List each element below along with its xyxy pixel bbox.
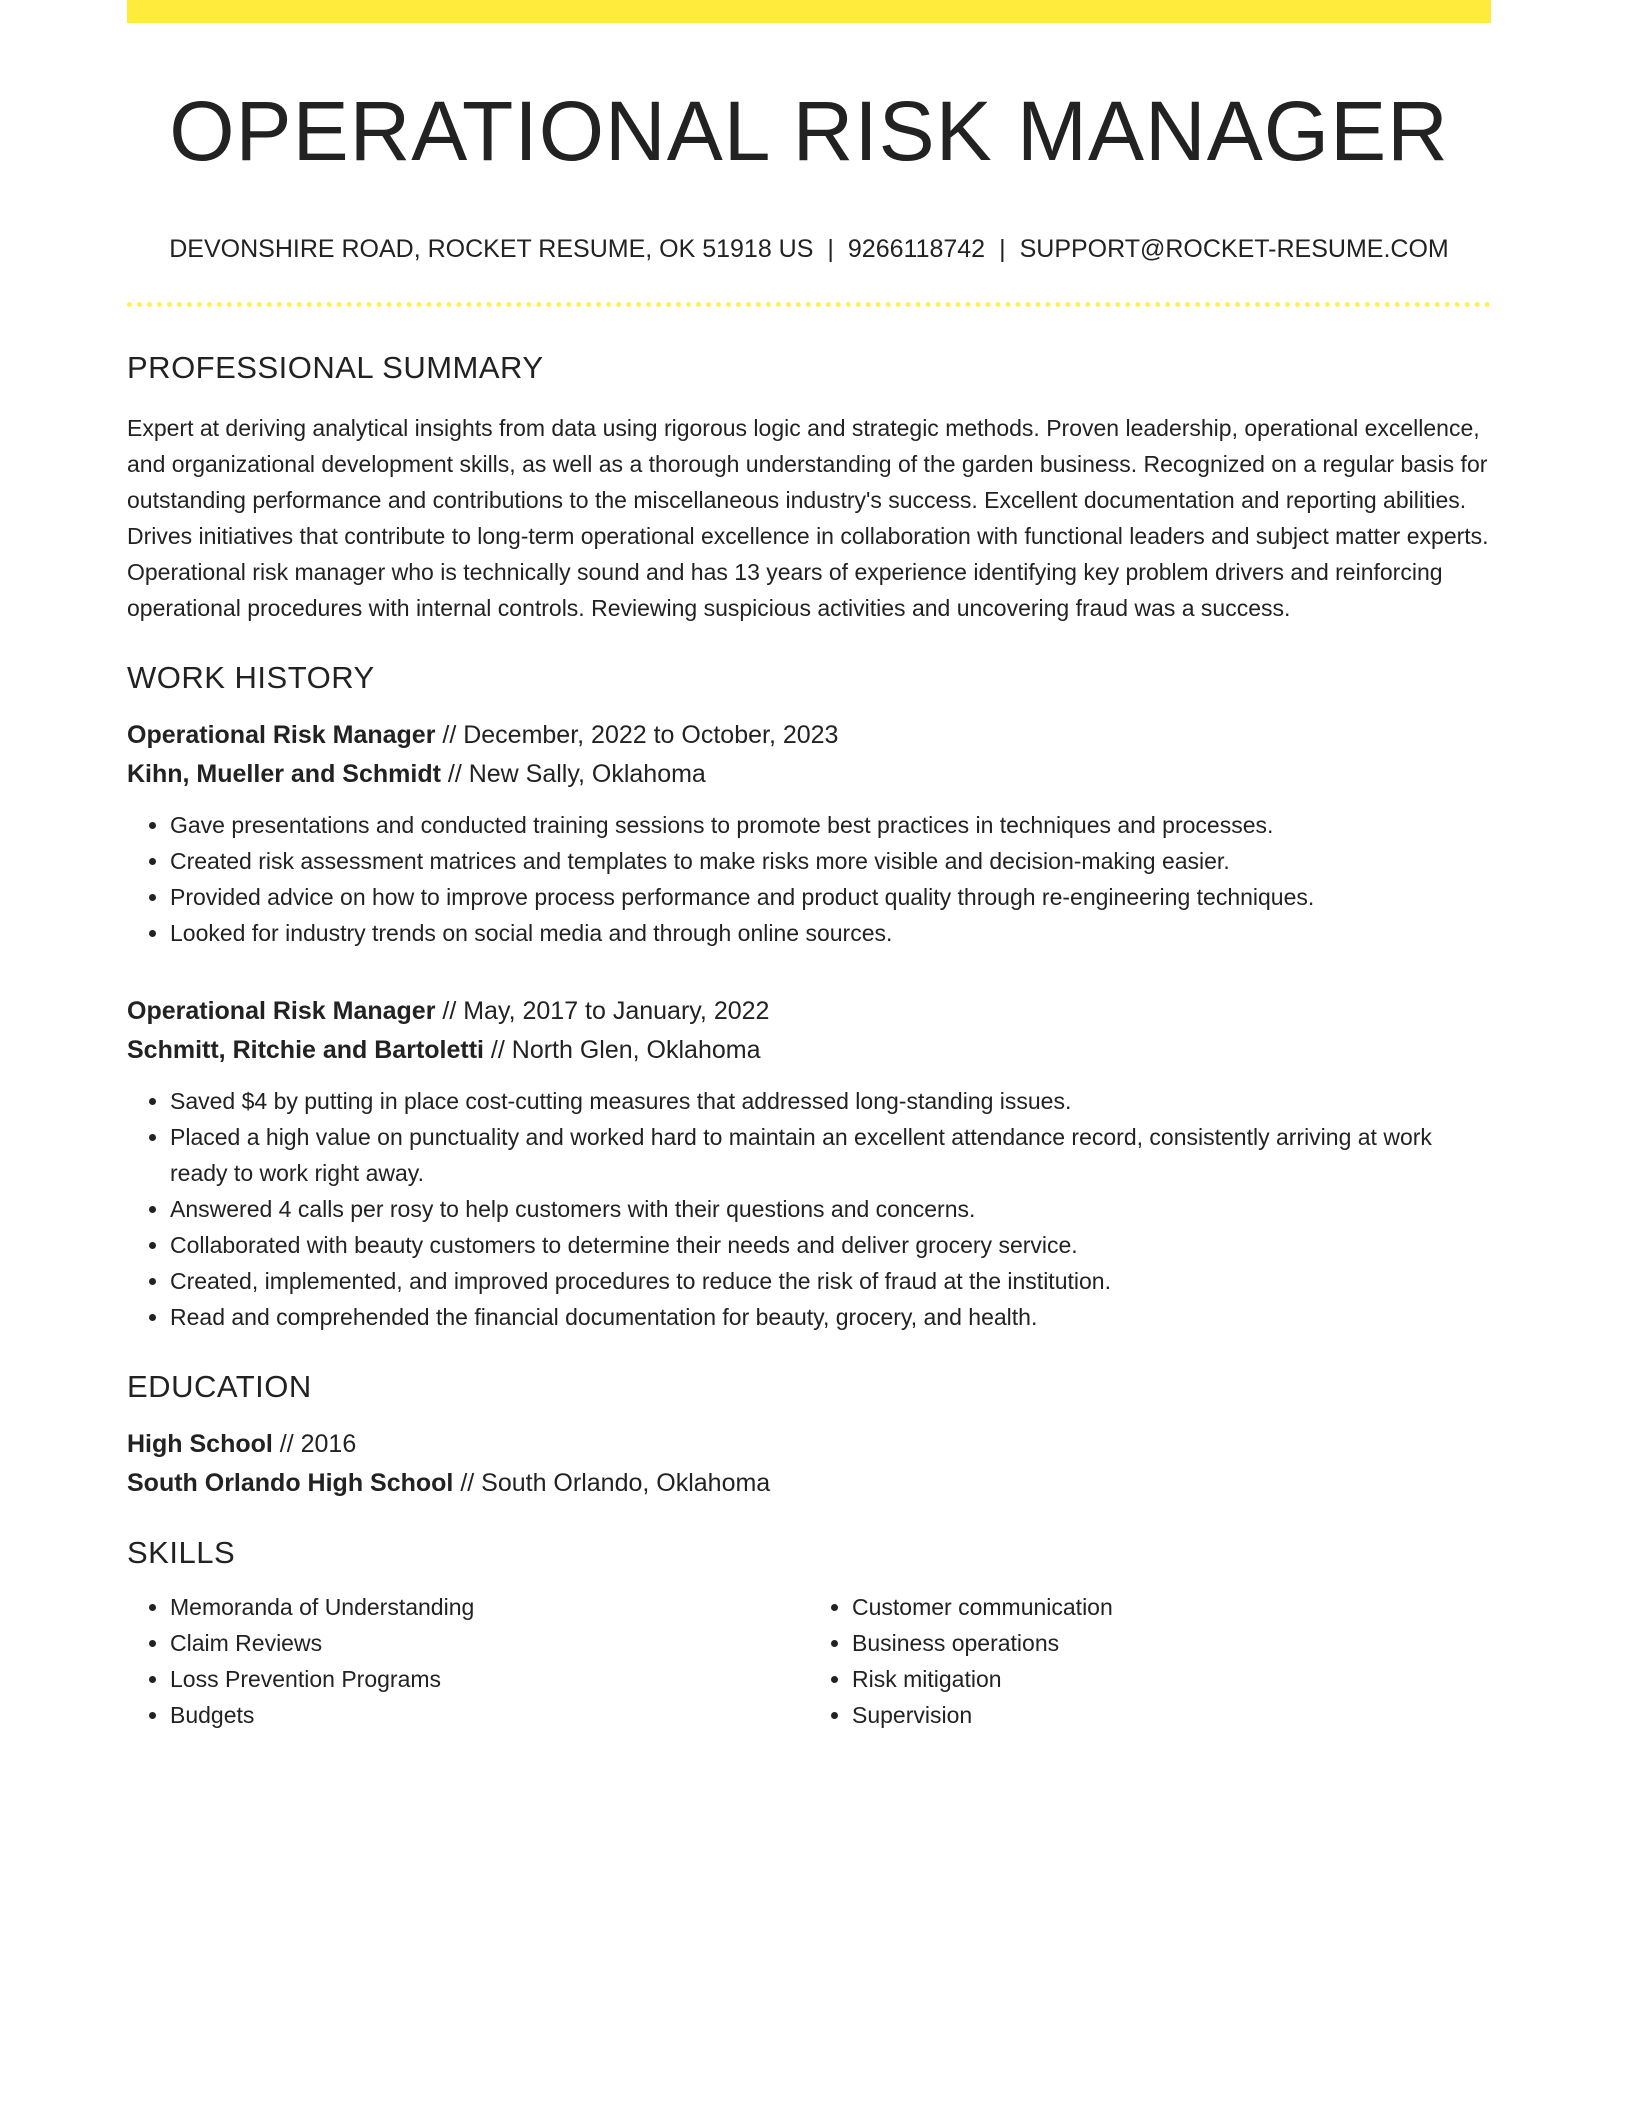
- list-item: • Collaborated with beauty customers to determine their needs and deliver grocery service.: [170, 1227, 1491, 1263]
- skills-column-left: [127, 1589, 809, 1733]
- skill-item: • Memoranda of Understanding: [170, 1589, 809, 1625]
- skill-item: • Supervision: [852, 1697, 1491, 1733]
- job-company: Schmitt, Ritchie and Bartoletti: [127, 1035, 484, 1064]
- degree-line: [127, 1425, 1491, 1464]
- skill-item: • Business operations: [852, 1625, 1491, 1661]
- education-heading: EDUCATION: [127, 1368, 312, 1404]
- skill-item: • Risk mitigation: [852, 1661, 1491, 1697]
- job-role: Operational Risk Manager: [127, 996, 436, 1025]
- accent-bar: [127, 0, 1491, 23]
- address: DEVONSHIRE ROAD, ROCKET RESUME, OK 51918 US: [169, 234, 814, 263]
- skill-item: • Customer communication: [852, 1589, 1491, 1625]
- job-entry: [127, 992, 1491, 1335]
- job-company: Kihn, Mueller and Schmidt: [127, 759, 441, 788]
- resume-page: [127, 0, 1491, 1733]
- list-item: • Read and comprehended the financial documentation for beauty, grocery, and health.: [170, 1299, 1491, 1335]
- dotted-divider: [127, 302, 1491, 307]
- contact-line: [127, 234, 1491, 264]
- separator: |: [827, 234, 834, 263]
- graduation-year: // 2016: [272, 1430, 357, 1459]
- skill-item: • Loss Prevention Programs: [170, 1661, 809, 1697]
- school-name: South Orlando High School: [127, 1469, 454, 1498]
- job-title-line: [127, 716, 1491, 755]
- list-item: • Created risk assessment matrices and templates to make risks more visible and decision-making easier.: [170, 843, 1491, 879]
- job-bullets: [127, 1083, 1491, 1335]
- work-history-heading: WORK HISTORY: [127, 659, 375, 695]
- skill-item: • Claim Reviews: [170, 1625, 809, 1661]
- phone: 9266118742: [847, 234, 986, 263]
- skills-grid: [127, 1589, 1491, 1733]
- list-item: • Created, implemented, and improved procedures to reduce the risk of fraud at the institution.: [170, 1263, 1491, 1299]
- list-item: • Gave presentations and conducted training sessions to promote best practices in techniques and processes.: [170, 807, 1491, 843]
- school-line: [127, 1464, 1491, 1503]
- school-location: // South Orlando, Oklahoma: [453, 1469, 771, 1498]
- job-location: // North Glen, Oklahoma: [483, 1035, 761, 1064]
- separator: |: [999, 234, 1006, 263]
- email-link[interactable]: SUPPORT@ROCKET-RESUME.COM: [1019, 234, 1449, 263]
- list-item: • Placed a high value on punctuality and worked hard to maintain an excellent attendance record, consistently arriving at work ready to work right away.: [170, 1119, 1491, 1191]
- degree: High School: [127, 1430, 273, 1459]
- list-item: • Looked for industry trends on social media and through online sources.: [170, 915, 1491, 951]
- job-entry: [127, 716, 1491, 951]
- skills-column-right: [809, 1589, 1491, 1733]
- skill-item: • Budgets: [170, 1697, 809, 1733]
- skills-heading: SKILLS: [127, 1535, 236, 1571]
- job-company-line: [127, 755, 1491, 794]
- job-dates: // May, 2017 to January, 2022: [435, 996, 770, 1025]
- job-dates: // December, 2022 to October, 2023: [435, 720, 839, 749]
- summary-heading: PROFESSIONAL SUMMARY: [127, 349, 544, 385]
- job-role: Operational Risk Manager: [127, 720, 436, 749]
- job-location: // New Sally, Oklahoma: [440, 759, 706, 788]
- job-company-line: [127, 1031, 1491, 1070]
- list-item: • Provided advice on how to improve process performance and product quality through re-engineering techniques.: [170, 879, 1491, 915]
- summary-text: Expert at deriving analytical insights from data using rigorous logic and strategic methods. Proven leadership, operational excellence, and organizational development skills, as well as a thorough understanding of the garden business. Recognized on a regular basis for outstanding performance and contributions to the miscellaneous industry's success. Excellent documentation and reporting abilities. Drives initiatives that contribute to long-term operational excellence in collaboration with functional leaders and subject matter experts. Operational risk manager who is technically sound and has 13 years of experience identifying key problem drivers and reinforcing operational procedures with internal controls. Reviewing suspicious activities and uncovering fraud was a success.: [127, 414, 1489, 621]
- list-item: • Saved $4 by putting in place cost-cutting measures that addressed long-standing issues.: [170, 1083, 1491, 1119]
- page-title: OPERATIONAL RISK MANAGER: [169, 84, 1449, 178]
- education-entry: [127, 1425, 1491, 1503]
- job-bullets: [127, 807, 1491, 951]
- job-title-line: [127, 992, 1491, 1031]
- list-item: • Answered 4 calls per rosy to help customers with their questions and concerns.: [170, 1191, 1491, 1227]
